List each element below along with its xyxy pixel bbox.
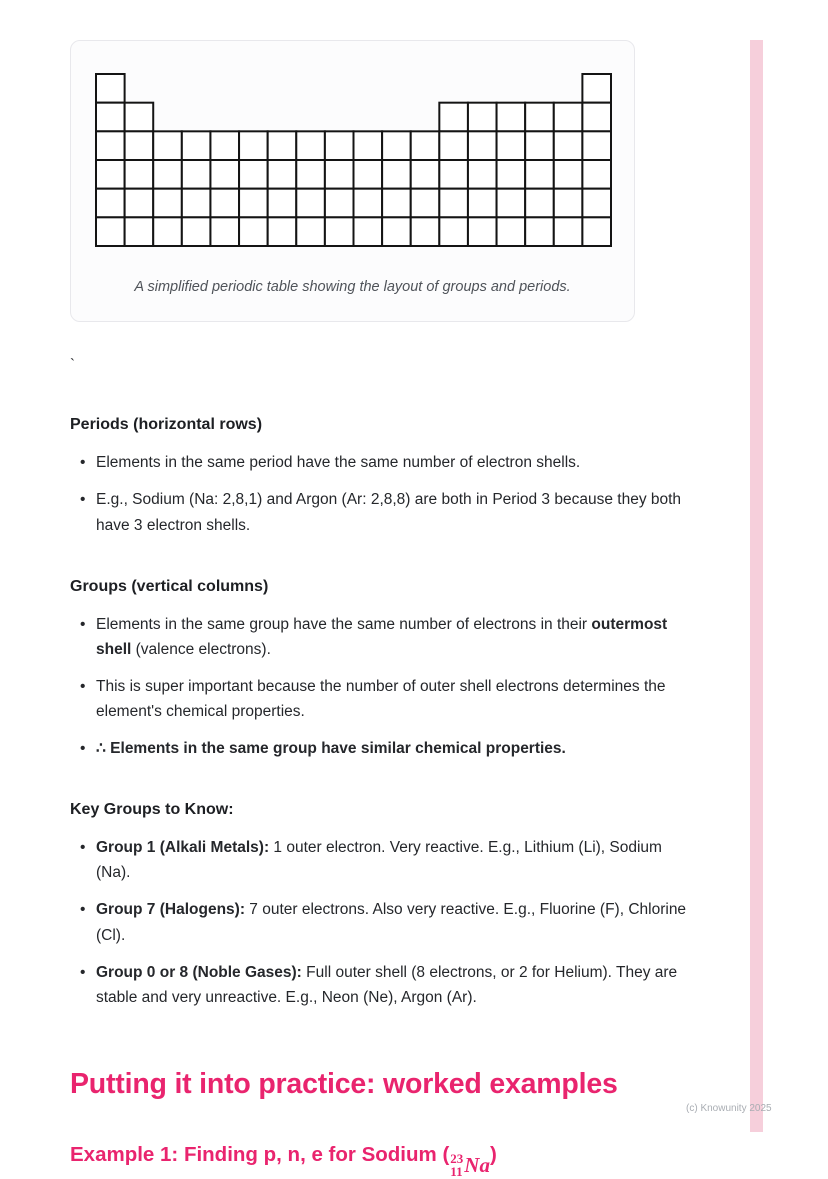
list-item bbox=[78, 960, 692, 1010]
list-item-bold-text: ∴ Elements in the same group have similar chemical properties. bbox=[96, 740, 566, 758]
list-item bbox=[78, 487, 692, 537]
section-heading-key-groups: Key Groups to Know: bbox=[70, 801, 234, 819]
groups-list bbox=[70, 612, 692, 762]
list-item bbox=[78, 612, 692, 662]
example-1-heading bbox=[70, 1142, 692, 1179]
list-item-bold-text: outermost shell bbox=[96, 615, 668, 658]
list-item-text: Elements in the same group have the same number of electrons in their bbox=[96, 615, 592, 633]
document-page bbox=[70, 40, 692, 1179]
copyright-footer: (c) Knowunity 2025 bbox=[686, 1103, 772, 1114]
stray-backtick: ` bbox=[70, 356, 75, 374]
list-item-text: Elements in the same period have the same number of electron shells. bbox=[96, 454, 581, 472]
list-item-text: Full outer shell (8 electrons, or 2 for Helium). They are stable and very unreactive. E.g., Neon (Ne), Argon (Ar). bbox=[96, 963, 678, 1006]
nuclide-symbol: Na bbox=[464, 1153, 490, 1178]
figure-caption: A simplified periodic table showing the layout of groups and periods. bbox=[134, 279, 571, 295]
list-item-bold-text: Group 7 (Halogens): bbox=[96, 901, 245, 919]
worked-examples-heading: Putting it into practice: worked examples bbox=[70, 1067, 618, 1100]
nuclide-mass-number: 23 bbox=[450, 1150, 464, 1166]
nuclide-numbers bbox=[450, 1152, 463, 1179]
example-1-heading-text: Example 1: Finding p, n, e for Sodium ( bbox=[70, 1142, 450, 1166]
list-item-text: 1 outer electron. Very reactive. E.g., Lithium (Li), Sodium (Na). bbox=[96, 839, 662, 882]
section-heading-groups: Groups (vertical columns) bbox=[70, 577, 269, 595]
nuclide-notation bbox=[449, 1152, 490, 1179]
list-item bbox=[78, 835, 692, 885]
list-item bbox=[78, 897, 692, 947]
list-item bbox=[78, 736, 692, 761]
list-item bbox=[78, 674, 692, 724]
list-item-text: 7 outer electrons. Also very reactive. E.g., Fluorine (F), Chlorine (Cl). bbox=[96, 901, 687, 944]
key-groups-list bbox=[70, 835, 692, 1010]
list-item-text: This is super important because the number of outer shell electrons determines the element's chemical properties. bbox=[96, 677, 666, 720]
right-margin-stripe bbox=[750, 40, 763, 1132]
example-1-heading-close: ) bbox=[489, 1142, 497, 1166]
list-item-text: (valence electrons). bbox=[131, 640, 271, 658]
list-item-bold-text: Group 1 (Alkali Metals): bbox=[96, 839, 270, 857]
nuclide-atomic-number: 11 bbox=[450, 1164, 463, 1179]
periodic-table-diagram bbox=[95, 73, 612, 247]
section-heading-periods: Periods (horizontal rows) bbox=[70, 416, 263, 434]
periodic-table-figure bbox=[70, 40, 635, 322]
periods-list bbox=[70, 450, 692, 537]
list-item-bold-text: Group 0 or 8 (Noble Gases): bbox=[96, 963, 302, 981]
list-item-text: E.g., Sodium (Na: 2,8,1) and Argon (Ar: 2,8,8) are both in Period 3 because they both have 3 electron shells. bbox=[96, 491, 682, 534]
list-item bbox=[78, 450, 692, 475]
